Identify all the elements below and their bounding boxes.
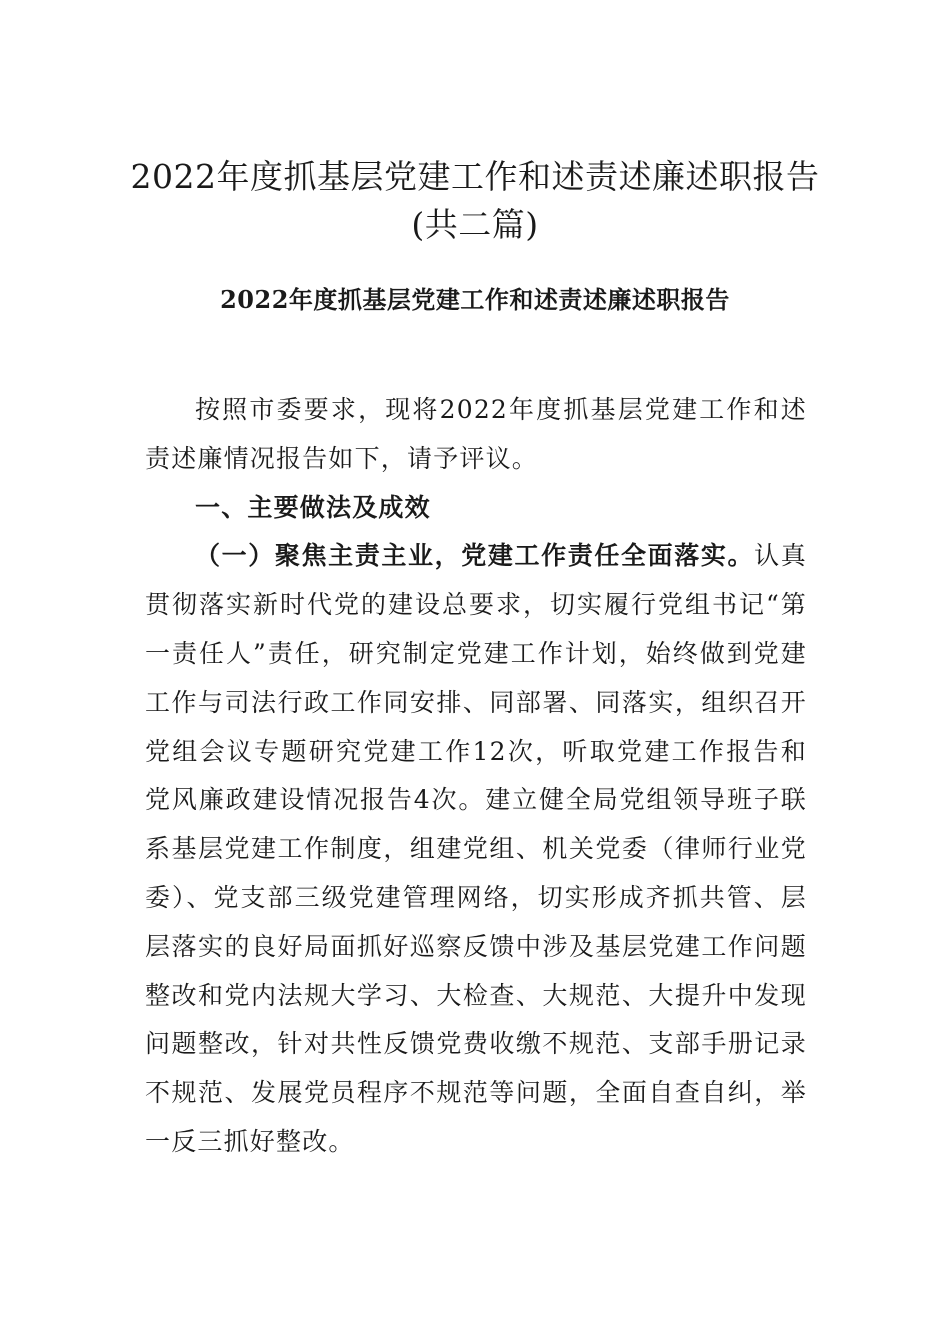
section-heading: 一、主要做法及成效 [195,492,431,522]
paragraph-lead: （一）聚焦主责主业，党建工作责任全面落实。 [195,541,755,571]
intro-paragraph: 按照市委要求，现将2022年度抓基层党建工作和述责述廉情况报告如下，请予评议。 [145,395,807,473]
document-subtitle: 2022年度抓基层党建工作和述责述廉述职报告 [220,285,730,314]
body-paragraph [145,532,807,1166]
document-title: 2022年度抓基层党建工作和述责述廉述职报告 [130,157,820,196]
document-body [145,386,807,1167]
document-title-suffix: (共二篇) [411,205,539,244]
paragraph-text: 认真贯彻落实新时代党的建设总要求，切实履行党组书记“第一责任人”责任，研究制定党建工作计划，始终做到党建工作与司法行政工作同安排、同部署、同落实，组织召开党组会议专题研究党建工作12次，听取党建工作报告和党风廉政建设情况报告4次。建立健全局党组领导班子联系基层党建工作制度，组建党组、机关党委（律师行业党委）、党支部三级党建管理网络，切实形成齐抓共管、层层落实的良好局面抓好巡察反馈中涉及基层党建工作问题整改和党内法规大学习、大检查、大规范、大提升中发现问题整改，针对共性反馈党费收缴不规范、支部手册记录不规范、发展党员程序不规范等问题，全面自查自纠，举一反三抓好整改。 [145,541,807,1156]
